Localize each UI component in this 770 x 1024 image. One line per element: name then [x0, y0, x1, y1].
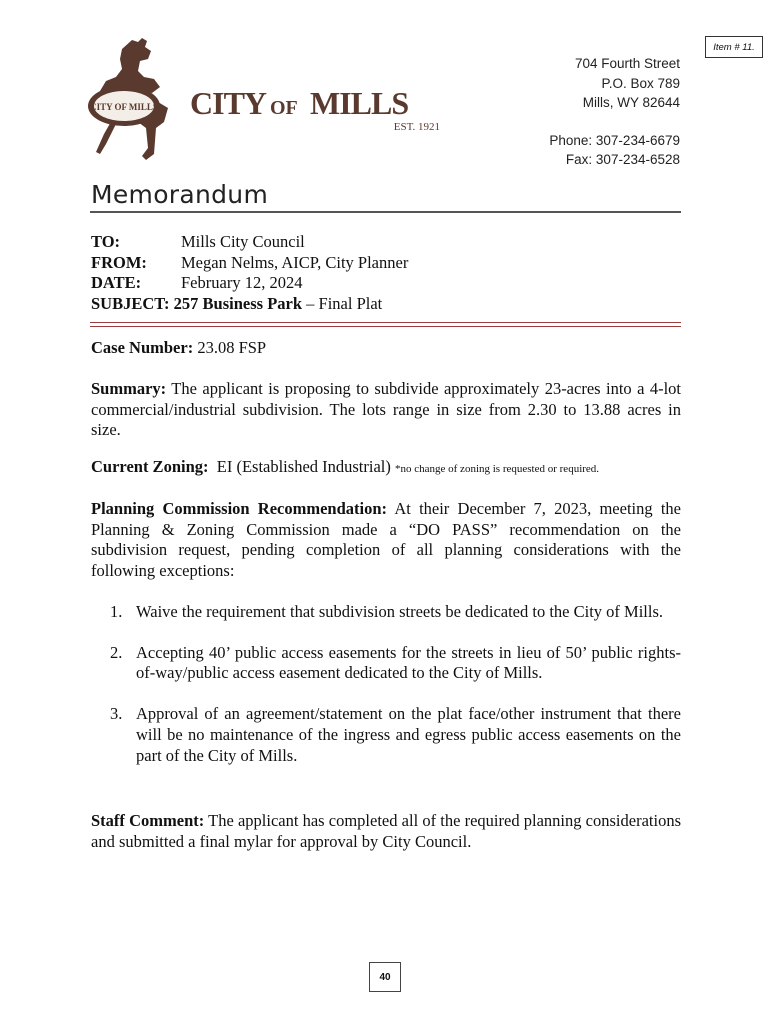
list-item: [110, 704, 681, 766]
logo-established: EST. 1921: [393, 121, 440, 133]
staff-comment-paragraph: [91, 811, 681, 852]
from-label: FROM:: [91, 252, 147, 272]
summary-paragraph: [91, 379, 681, 441]
list-item: [110, 602, 681, 623]
date-value: February 12, 2024: [181, 273, 303, 293]
zoning-note: *no change of zoning is requested or required.: [395, 463, 600, 475]
po-box: P.O. Box 789: [601, 75, 680, 91]
city-logo: [84, 36, 444, 166]
svg-text:CITY OF MILLS: CITY OF MILLS: [90, 102, 158, 112]
staff-comment-text: The applicant has completed all of the required planning considerations and submitted a final mylar for approval by City Council.: [91, 811, 681, 851]
exceptions-list: [110, 602, 681, 766]
date-label: DATE:: [91, 273, 142, 293]
title-divider: [90, 211, 681, 213]
header-double-rule: [90, 322, 681, 327]
zoning-label: Current Zoning:: [91, 457, 209, 476]
contact-address: [549, 54, 680, 170]
subject-title: 257 Business Park: [173, 294, 303, 314]
list-item-number: 1.: [110, 602, 123, 621]
recommendation-label: Planning Commission Recommendation:: [91, 499, 388, 518]
case-number-label: Case Number:: [91, 338, 194, 357]
to-row: [91, 232, 408, 253]
subject-label: SUBJECT:: [91, 294, 170, 314]
logo-of-text: OF: [270, 97, 298, 119]
logo-mills-text: MILLS: [310, 85, 409, 121]
staff-comment-label: Staff Comment:: [91, 811, 205, 830]
list-item-text: Approval of an agreement/statement on the plat face/other instrument that there will be no maintenance of the ingress and egress public access easements on the part of the City of Mills.: [136, 704, 681, 765]
summary-label: Summary:: [91, 379, 167, 398]
case-number-value: 23.08 FSP: [193, 338, 267, 357]
memo-header: [91, 232, 408, 315]
city-seal-icon: [88, 86, 160, 126]
list-item-text: Accepting 40’ public access easements for the streets in lieu of 50’ public rights-of-way/public access easement dedicated to the City of Mills.: [136, 642, 681, 683]
item-number-tag: Item # 11.: [705, 36, 763, 58]
subject-rest: – Final Plat: [302, 294, 383, 314]
page-number: 40: [369, 962, 401, 992]
list-item-text: Waive the requirement that subdivision streets be dedicated to the City of Mills.: [136, 602, 664, 621]
summary-text: The applicant is proposing to subdivide approximately 23-acres into a 4-lot commercial/industrial subdivision. The lots range in size from 2.30 to 13.88 acres in size.: [91, 379, 681, 440]
to-value: Mills City Council: [181, 232, 305, 251]
city-state-zip: Mills, WY 82644: [582, 95, 680, 110]
logo-city-text: CITY: [190, 85, 267, 121]
from-value: Megan Nelms, AICP, City Planner: [181, 252, 409, 272]
zoning-paragraph: [91, 457, 681, 480]
subject-row: [91, 294, 408, 315]
to-label: TO:: [91, 232, 121, 251]
list-item-number: 2.: [110, 642, 123, 662]
date-row: [91, 273, 408, 294]
list-item: [110, 643, 681, 684]
fax-number: Fax: 307-234-6528: [565, 152, 680, 167]
from-row: [91, 253, 408, 274]
list-item-number: 3.: [110, 704, 123, 724]
phone-number: Phone: 307-234-6679: [549, 132, 680, 148]
recommendation-paragraph: [91, 499, 681, 582]
case-number: [91, 338, 681, 359]
memo-title: Memorandum: [91, 180, 269, 209]
zoning-value: EI (Established Industrial): [208, 457, 395, 476]
street-address: 704 Fourth Street: [574, 56, 680, 71]
recommendation-text: At their December 7, 2023, meeting the Planning & Zoning Commission made a “DO PASS” recommendation on the subdivision request, pending completion of all planning considerations with the following exceptions:: [91, 499, 681, 581]
